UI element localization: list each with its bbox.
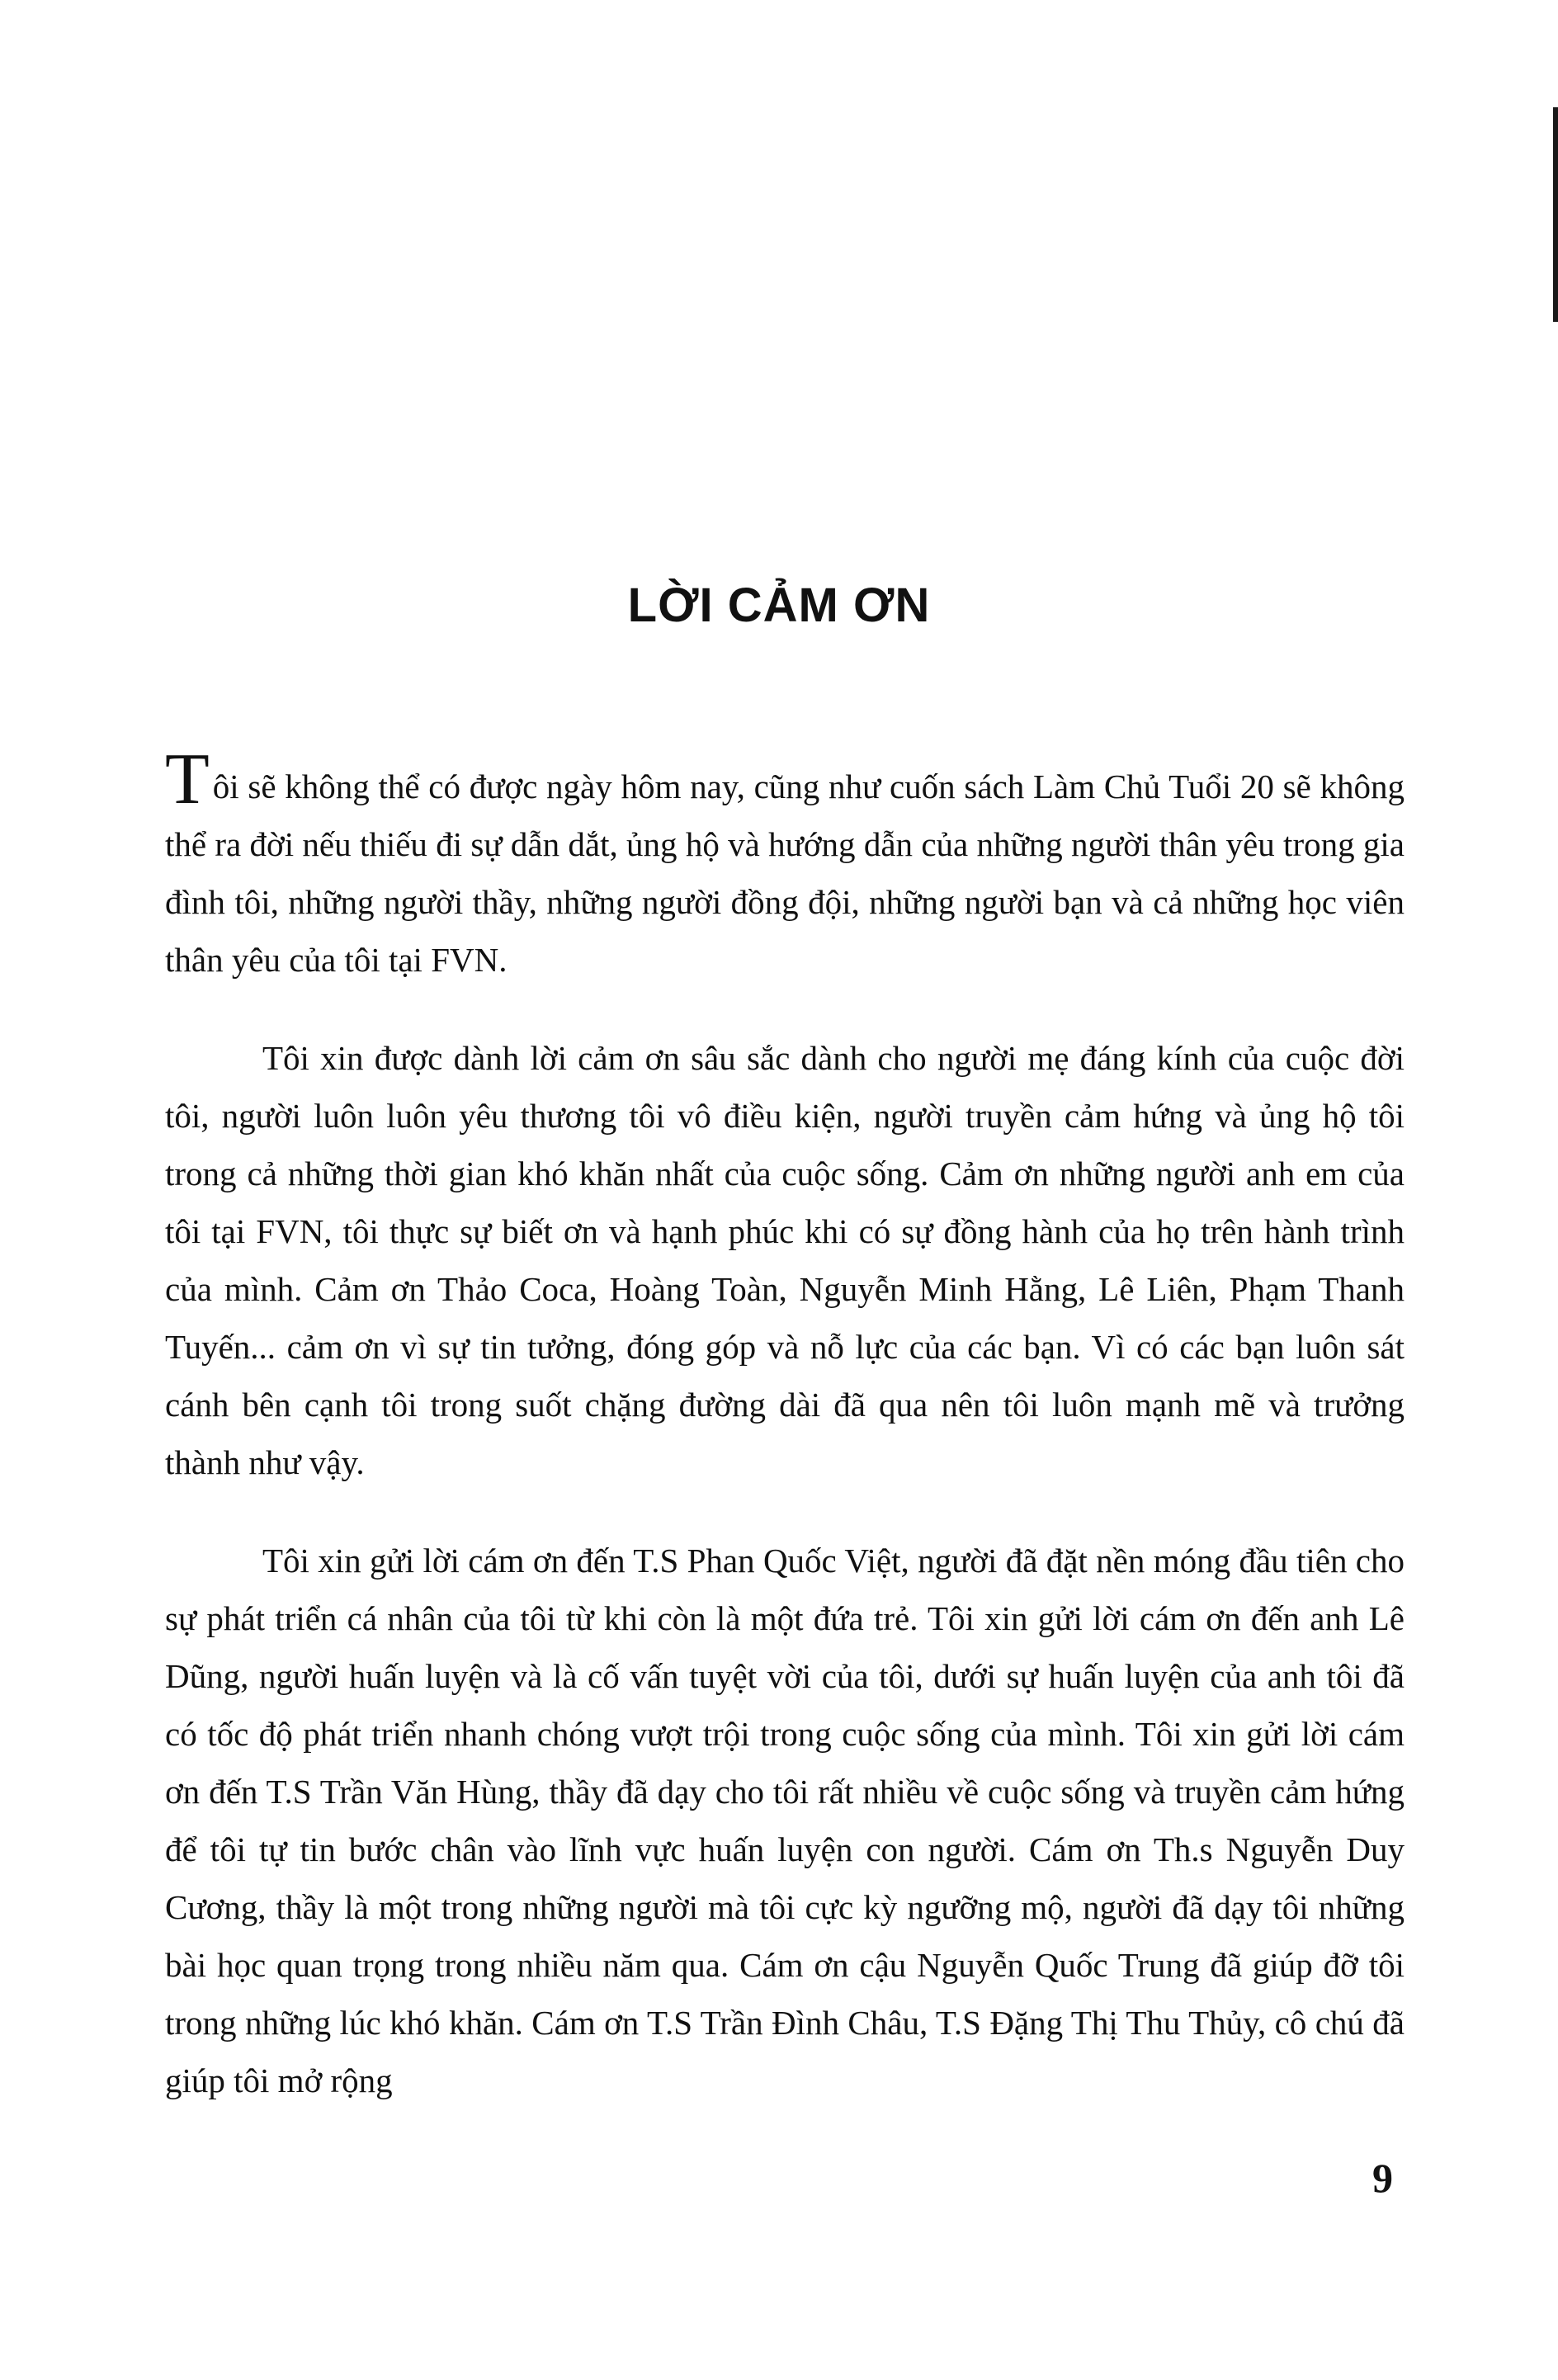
scan-edge-mark	[1553, 107, 1558, 322]
paragraph-3	[165, 1532, 1405, 2109]
paragraph-2	[165, 1029, 1405, 1491]
paragraph-2-text: Tôi xin được dành lời cảm ơn sâu sắc dành cho người mẹ đáng kính của cuộc đời tôi, người luôn luôn yêu thương tôi vô điều kiện, người truyền cảm hứng và ủng hộ tôi trong cả những thời gian khó khăn nhất của cuộc sống. Cảm ơn những người anh em của tôi tại FVN, tôi thực sự biết ơn và hạnh phúc khi có sự đồng hành của họ trên hành trình của mình. Cảm ơn Thảo Coca, Hoàng Toàn, Nguyễn Minh Hằng, Lê Liên, Phạm Thanh Tuyến... cảm ơn vì sự tin tưởng, đóng góp và nỗ lực của các bạn. Vì có các bạn luôn sát cánh bên cạnh tôi trong suốt chặng đường dài đã qua nên tôi luôn mạnh mẽ và trưởng thành như vậy.	[165, 1039, 1405, 1481]
page-number: 9	[1372, 2155, 1393, 2201]
page-title: LỜI CẢM ƠN	[627, 578, 931, 632]
drop-cap: T	[165, 739, 210, 819]
body-text	[165, 739, 1405, 2150]
paragraph-1-text: ôi sẽ không thể có được ngày hôm nay, cũng như cuốn sách Làm Chủ Tuổi 20 sẽ không thể ra đời nếu thiếu đi sự dẫn dắt, ủng hộ và hướng dẫn của những người thân yêu trong gia đình tôi, những người thầy, những người đồng đội, những người bạn và cả những học viên thân yêu của tôi tại FVN.	[165, 767, 1405, 979]
paragraph-3-text: Tôi xin gửi lời cám ơn đến T.S Phan Quốc Việt, người đã đặt nền móng đầu tiên cho sự phát triển cá nhân của tôi từ khi còn là một đứa trẻ. Tôi xin gửi lời cám ơn đến anh Lê Dũng, người huấn luyện và là cố vấn tuyệt vời của tôi, dưới sự huấn luyện của anh tôi đã có tốc độ phát triển nhanh chóng vượt trội trong cuộc sống của mình. Tôi xin gửi lời cám ơn đến T.S Trần Văn Hùng, thầy đã dạy cho tôi rất nhiều về cuộc sống và truyền cảm hứng để tôi tự tin bước chân vào lĩnh vực huấn luyện con người. Cám ơn Th.s Nguyễn Duy Cương, thầy là một trong những người mà tôi cực kỳ ngưỡng mộ, người đã dạy tôi những bài học quan trọng trong nhiều năm qua. Cám ơn cậu Nguyễn Quốc Trung đã giúp đỡ tôi trong những lúc khó khăn. Cám ơn T.S Trần Đình Châu, T.S Đặng Thị Thu Thủy, cô chú đã giúp tôi mở rộng	[165, 1542, 1405, 2099]
paragraph-1	[165, 739, 1405, 989]
